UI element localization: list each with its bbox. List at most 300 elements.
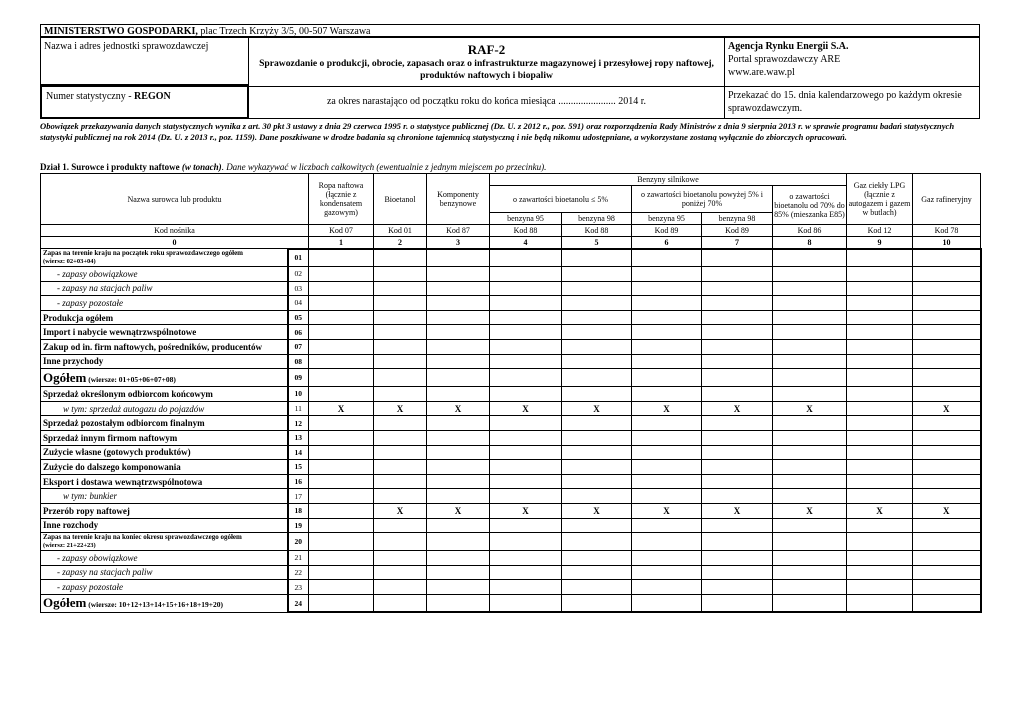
table-row [41,445,981,460]
data-cell[interactable] [702,565,773,580]
data-cell[interactable] [773,310,847,325]
data-cell[interactable] [309,430,374,445]
data-cell[interactable] [374,387,427,402]
row-number: 23 [288,580,309,595]
data-cell[interactable] [847,296,913,311]
data-cell[interactable] [309,267,374,282]
data-cell[interactable] [913,249,981,267]
data-cell[interactable] [632,445,702,460]
data-cell[interactable] [427,339,490,354]
data-cell[interactable] [490,533,562,551]
data-cell[interactable] [427,551,490,566]
data-cell[interactable] [632,474,702,489]
data-cell[interactable] [562,489,632,504]
header-bio-le5: o zawartości bioetanolu ≤ 5% [490,186,632,213]
data-cell[interactable] [309,387,374,402]
disabled-cell-x: X [632,401,702,416]
data-cell[interactable] [309,551,374,566]
data-cell[interactable] [913,445,981,460]
column-number: 7 [702,237,773,249]
row-label: w tym: sprzedaż autogazu do pojazdów [41,401,288,416]
data-cell[interactable] [490,565,562,580]
data-cell[interactable] [702,325,773,340]
data-cell[interactable] [702,445,773,460]
data-cell[interactable] [374,416,427,431]
row-number: 01 [288,249,309,267]
data-cell[interactable] [773,551,847,566]
disabled-cell-x: X [309,401,374,416]
data-cell[interactable] [702,281,773,296]
data-cell[interactable] [913,489,981,504]
data-cell[interactable] [490,580,562,595]
data-cell[interactable] [847,565,913,580]
data-cell[interactable] [490,325,562,340]
table-row [41,339,981,354]
data-cell[interactable] [773,533,847,551]
row-label: Ogółem (wiersze: 01+05+06+07+08) [41,369,288,387]
data-cell[interactable] [773,387,847,402]
data-cell[interactable] [562,533,632,551]
data-cell[interactable] [913,369,981,387]
data-cell[interactable] [773,580,847,595]
data-cell[interactable] [773,474,847,489]
data-cell[interactable] [309,489,374,504]
data-cell[interactable] [427,489,490,504]
data-cell[interactable] [374,580,427,595]
data-cell[interactable] [309,339,374,354]
row-label: - zapasy pozostałe [41,580,288,595]
data-cell[interactable] [427,387,490,402]
carrier-code: Kod 07 [309,225,374,237]
data-cell[interactable] [632,460,702,475]
data-cell[interactable] [562,594,632,612]
data-cell[interactable] [562,387,632,402]
data-cell[interactable] [632,533,702,551]
disabled-cell-x: X [913,401,981,416]
data-cell[interactable] [773,460,847,475]
data-cell[interactable] [374,445,427,460]
data-cell[interactable] [632,551,702,566]
disabled-cell-x: X [562,401,632,416]
table-row [41,354,981,369]
data-cell[interactable] [847,249,913,267]
data-cell[interactable] [632,339,702,354]
data-cell[interactable] [632,325,702,340]
data-cell[interactable] [309,565,374,580]
data-cell[interactable] [490,445,562,460]
row-number: 13 [288,430,309,445]
data-cell[interactable] [913,460,981,475]
column-number: 1 [309,237,374,249]
disabled-cell-x: X [632,503,702,518]
row-number: 04 [288,296,309,311]
row-number: 12 [288,416,309,431]
column-number: 10 [913,237,981,249]
row-label: Sprzedaż określonym odbiorcom końcowym [41,387,288,402]
data-cell[interactable] [632,416,702,431]
data-cell[interactable] [562,580,632,595]
data-cell[interactable] [847,474,913,489]
data-cell[interactable] [374,296,427,311]
data-cell[interactable] [702,580,773,595]
carrier-code: Kod 12 [847,225,913,237]
data-cell[interactable] [632,387,702,402]
carrier-code: Kod 88 [490,225,562,237]
data-cell[interactable] [847,339,913,354]
data-cell[interactable] [847,594,913,612]
data-cell[interactable] [490,369,562,387]
header-bioethanol: Bioetanol [374,174,427,225]
data-cell[interactable] [562,281,632,296]
data-cell[interactable] [773,518,847,533]
data-cell[interactable] [490,518,562,533]
data-cell[interactable] [702,594,773,612]
data-cell[interactable] [702,249,773,267]
data-cell[interactable] [702,310,773,325]
data-cell[interactable] [847,325,913,340]
data-cell[interactable] [632,565,702,580]
data-cell[interactable] [702,416,773,431]
row-label: Eksport i dostawa wewnątrzwspólnotowa [41,474,288,489]
data-cell[interactable] [309,460,374,475]
data-cell[interactable] [562,445,632,460]
data-cell[interactable] [632,580,702,595]
data-cell[interactable] [374,551,427,566]
table-row [41,401,981,416]
data-cell[interactable] [374,489,427,504]
data-cell[interactable] [632,267,702,282]
row-label: Przerób ropy naftowej [41,503,288,518]
header-components: Komponenty benzynowe [427,174,490,225]
row-label: Produkcja ogółem [41,310,288,325]
data-cell[interactable] [913,580,981,595]
data-cell[interactable] [309,296,374,311]
data-cell[interactable] [913,387,981,402]
data-cell[interactable] [427,267,490,282]
data-cell[interactable] [913,594,981,612]
data-cell[interactable] [490,339,562,354]
data-cell[interactable] [773,445,847,460]
data-cell[interactable] [702,296,773,311]
data-cell[interactable] [309,503,374,518]
data-cell[interactable] [374,281,427,296]
data-cell[interactable] [309,518,374,533]
data-cell[interactable] [374,325,427,340]
data-cell[interactable] [374,533,427,551]
column-number-row: 0 1 2 3 4 5 6 7 8 9 10 [41,237,981,249]
data-cell[interactable] [427,533,490,551]
data-cell[interactable] [847,369,913,387]
data-cell[interactable] [773,489,847,504]
data-cell[interactable] [773,354,847,369]
data-cell[interactable] [427,296,490,311]
data-cell[interactable] [490,430,562,445]
column-number: 3 [427,237,490,249]
data-cell[interactable] [847,387,913,402]
data-cell[interactable] [562,565,632,580]
data-cell[interactable] [773,369,847,387]
row-number: 19 [288,518,309,533]
data-cell[interactable] [632,354,702,369]
data-cell[interactable] [490,310,562,325]
carrier-code: Kod 89 [702,225,773,237]
data-cell[interactable] [702,267,773,282]
data-cell[interactable] [913,565,981,580]
data-cell[interactable] [427,580,490,595]
data-cell[interactable] [847,445,913,460]
data-cell[interactable] [847,489,913,504]
column-number: 2 [374,237,427,249]
data-cell[interactable] [374,460,427,475]
header-gasolines: Benzyny silnikowe [490,174,847,186]
data-cell[interactable] [309,281,374,296]
data-cell[interactable] [847,267,913,282]
data-cell[interactable] [427,310,490,325]
data-cell[interactable] [427,430,490,445]
data-cell[interactable] [773,594,847,612]
data-cell[interactable] [562,474,632,489]
data-cell[interactable] [374,354,427,369]
data-cell[interactable] [847,281,913,296]
data-cell[interactable] [562,430,632,445]
carrier-code: Kod 87 [427,225,490,237]
data-cell[interactable] [562,416,632,431]
data-cell[interactable] [309,474,374,489]
data-cell[interactable] [773,416,847,431]
data-cell[interactable] [632,430,702,445]
data-cell[interactable] [913,296,981,311]
recipient-url[interactable]: www.are.waw.pl [728,67,795,78]
carrier-code: Kod 78 [913,225,981,237]
table-row [41,249,981,267]
data-cell[interactable] [562,310,632,325]
data-cell[interactable] [847,416,913,431]
data-cell[interactable] [374,474,427,489]
data-cell[interactable] [702,430,773,445]
data-cell[interactable] [847,533,913,551]
data-cell[interactable] [562,369,632,387]
data-cell[interactable] [913,416,981,431]
carrier-code-row: Kod nośnika Kod 07 Kod 01 Kod 87 Kod 88 Kod 88 Kod 89 Kod 89 Kod 86 Kod 12 Kod 78 [41,225,981,237]
data-cell[interactable] [702,354,773,369]
data-cell[interactable] [427,445,490,460]
data-cell[interactable] [702,387,773,402]
data-cell[interactable] [490,281,562,296]
data-cell[interactable] [427,474,490,489]
data-cell[interactable] [490,489,562,504]
row-label: - zapasy obowiązkowe [41,267,288,282]
data-cell[interactable] [309,594,374,612]
column-number: 4 [490,237,562,249]
row-number: 21 [288,551,309,566]
row-number: 20 [288,533,309,551]
row-number: 11 [288,401,309,416]
data-cell[interactable] [847,580,913,595]
unit-name-box[interactable] [40,37,249,85]
disabled-cell-x: X [702,401,773,416]
data-cell[interactable] [490,416,562,431]
data-cell[interactable] [309,369,374,387]
data-cell[interactable] [702,551,773,566]
data-cell[interactable] [374,310,427,325]
data-cell[interactable] [562,460,632,475]
disabled-cell-x: X [847,503,913,518]
data-cell[interactable] [702,369,773,387]
disabled-cell-x: X [374,503,427,518]
data-cell[interactable] [309,354,374,369]
data-cell[interactable] [309,310,374,325]
data-cell[interactable] [847,310,913,325]
data-cell[interactable] [562,249,632,267]
data-cell[interactable] [490,267,562,282]
data-cell[interactable] [702,460,773,475]
disabled-cell-x: X [562,503,632,518]
data-cell[interactable] [427,416,490,431]
row-label: w tym: bunkier [41,489,288,504]
data-cell[interactable] [632,594,702,612]
row-number: 17 [288,489,309,504]
table-row [41,387,981,402]
row-label: - zapasy obowiązkowe [41,551,288,566]
row-label: Zapas na terenie kraju na początek roku sprawozdawczego ogółem (wiersz: 02+03+04) [41,249,288,267]
data-cell[interactable] [913,551,981,566]
data-cell[interactable] [374,267,427,282]
data-cell[interactable] [913,267,981,282]
data-cell[interactable] [490,551,562,566]
data-cell[interactable] [913,339,981,354]
form-title-box [248,37,725,87]
data-cell[interactable] [562,551,632,566]
recipient-box: Agencja Rynku Energii S.A. Portal sprawozdawczy ARE www.are.waw.pl [724,37,980,87]
data-cell[interactable] [913,474,981,489]
data-cell[interactable] [847,354,913,369]
data-cell[interactable] [632,489,702,504]
column-number: 9 [847,237,913,249]
data-cell[interactable] [374,339,427,354]
row-label: - zapasy na stacjach paliw [41,281,288,296]
data-cell[interactable] [374,594,427,612]
carrier-code: Kod 88 [562,225,632,237]
data-cell[interactable] [702,518,773,533]
data-cell[interactable] [562,325,632,340]
data-cell[interactable] [562,339,632,354]
data-cell[interactable] [490,296,562,311]
table-row [41,325,981,340]
data-cell[interactable] [309,533,374,551]
table-row [41,565,981,580]
data-cell[interactable] [562,518,632,533]
data-cell[interactable] [490,460,562,475]
data-cell[interactable] [913,430,981,445]
column-number: 5 [562,237,632,249]
data-cell[interactable] [374,369,427,387]
data-table: Nazwa surowca lub produktu Ropa naftowa (łącznie z kondensatem gazowym) Bioetanol Komponenty benzynowe Benzyny silnikowe Gaz ciekły LPG (łącznie z autogazem i gazem w butlach) Gaz rafineryjny o zawartości bioetanolu ≤ 5% o zawartości bioetanolu powyżej 5% i poniżej 70% o zawartości bioetanolu od 70% do 85% (mieszanka E85) benzyna 95 benzyna 98 benzyna 95 benzyna 98 Kod nośnika Kod 07 Kod 01 Kod 87 Kod 88 Kod 88 Kod 89 Kod 89 Kod 86 Kod 12 Kod 78 0 1 2 3 4 5 6 7 8 9 10 Zapas na terenie kraju na początek roku sprawozdawczego ogółem (wiersz: 02+03+04) 01 - zapasy obowiązkowe 02 - zapasy na stacjach paliw 03 - zapasy pozostałe 04 Produkcja ogółem 05 Import i nabycie wewnątrzwspólnotowe 06 Zakup od in. firm naftowych, pośredników, producentów 07 Inne przychody 08 Ogółem (wiersze: 01+05+06+07+08) 09 Sprzedaż określonym odbiorcom końcowym 10 w tym: sprzedaż autogazu do pojazdów 11 X X X X X X X X X Sprzedaż pozostałym odbiorcom finalnym 12 Sprzedaż innym firmom naftowym 13 Zużycie własne (gotowych produktów) 14 Zużycie do dalszego komponowania 15 Eksport i dostawa wewnątrzwspólnotowa 16 w tym: bunkier 17 Przerób ropy naftowej 18 X X X X X X X X X Inne rozchody 19 Zapas na terenie kraju na koniec okresu sprawozdawczego ogółem (wiersz: 21+22+23) 20 - zapasy obowiązkowe 21 - zapasy na stacjach paliw 22 - zapasy pozostałe 23 Ogółem (wiersze: 10+12+13+14+15+16+18+19+20) 24 [40,173,982,613]
row-number: 08 [288,354,309,369]
header-refinery-gas: Gaz rafineryjny [913,174,981,225]
data-cell[interactable] [632,249,702,267]
data-cell[interactable] [490,354,562,369]
data-cell[interactable] [913,533,981,551]
row-number: 22 [288,565,309,580]
data-cell[interactable] [773,565,847,580]
data-cell[interactable] [632,296,702,311]
data-cell[interactable] [490,387,562,402]
data-cell[interactable] [773,296,847,311]
data-cell[interactable] [562,296,632,311]
row-label: Ogółem (wiersze: 10+12+13+14+15+16+18+19+20) [41,594,288,612]
data-cell[interactable] [490,474,562,489]
data-cell[interactable] [773,249,847,267]
data-cell[interactable] [427,565,490,580]
table-row [41,580,981,595]
data-cell[interactable] [773,430,847,445]
data-cell[interactable] [309,416,374,431]
data-cell[interactable] [773,325,847,340]
legal-obligation: Obowiązek przekazywania danych statystycznych wynika z art. 30 pkt 3 ustawy z dnia 29 czerwca 1995 r. o statystyce publicznej (Dz. U. z 2012 r., poz. 591) oraz rozporządzenia Rady Ministrów z dnia 9 sierpnia 2013 r. w sprawie programu badań statystycznych statystyki publicznej na rok 2014 (Dz. U. z 2013 r., poz. 1159). Dane poszkiwane w drodze badania są chronione tajemnicą statystyczną i nie będą nikomu udostępniane, a wykorzystane zostaną wyłącznie do zbiorczych opracowań. [40,121,955,142]
data-cell[interactable] [309,249,374,267]
data-cell[interactable] [702,474,773,489]
data-cell[interactable] [702,339,773,354]
data-cell[interactable] [632,518,702,533]
data-cell[interactable] [632,369,702,387]
data-cell[interactable] [773,281,847,296]
data-cell[interactable] [490,594,562,612]
data-cell[interactable] [773,339,847,354]
disabled-cell-x: X [773,401,847,416]
data-cell[interactable] [702,489,773,504]
table-row [41,489,981,504]
data-cell[interactable] [913,325,981,340]
data-cell[interactable] [427,518,490,533]
data-cell[interactable] [702,533,773,551]
regon-box[interactable]: Numer statystyczny - REGON [40,85,249,119]
data-cell[interactable] [913,281,981,296]
data-cell[interactable] [773,267,847,282]
data-cell[interactable] [562,267,632,282]
data-cell[interactable] [427,325,490,340]
data-cell[interactable] [427,354,490,369]
column-number: 6 [632,237,702,249]
data-cell[interactable] [562,354,632,369]
data-cell[interactable] [309,580,374,595]
data-cell[interactable] [490,249,562,267]
data-cell[interactable] [913,518,981,533]
data-cell[interactable] [309,445,374,460]
data-cell[interactable] [847,401,913,416]
data-cell[interactable] [913,354,981,369]
data-cell[interactable] [632,310,702,325]
row-label: Zapas na terenie kraju na koniec okresu sprawozdawczego ogółem (wiersz: 21+22+23) [41,533,288,551]
data-cell[interactable] [913,310,981,325]
table-row [41,594,981,612]
data-cell[interactable] [847,551,913,566]
data-cell[interactable] [847,518,913,533]
data-cell[interactable] [309,325,374,340]
row-label: Sprzedaż pozostałym odbiorcom finalnym [41,416,288,431]
data-cell[interactable] [374,249,427,267]
data-cell[interactable] [374,518,427,533]
data-cell[interactable] [847,430,913,445]
data-cell[interactable] [427,594,490,612]
data-cell[interactable] [427,281,490,296]
data-cell[interactable] [374,430,427,445]
data-cell[interactable] [632,281,702,296]
data-cell[interactable] [427,460,490,475]
data-cell[interactable] [427,249,490,267]
data-cell[interactable] [374,565,427,580]
data-cell[interactable] [427,369,490,387]
data-cell[interactable] [847,460,913,475]
